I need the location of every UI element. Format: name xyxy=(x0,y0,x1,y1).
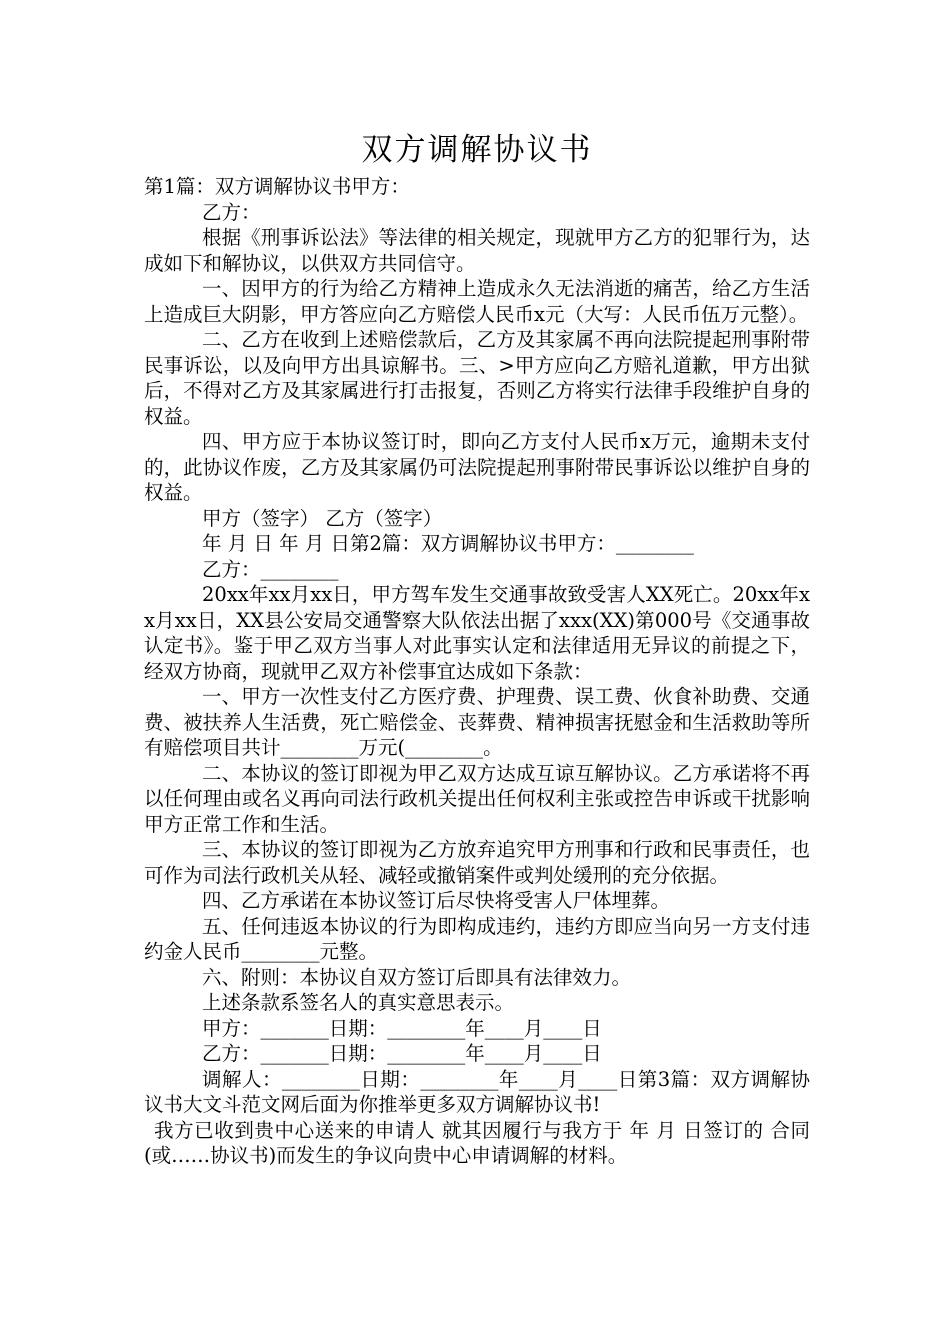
paragraph: 一、甲方一次性支付乙方医疗费、护理费、误工费、伙食补助费、交通费、被扶养人生活费，死亡赔偿金、丧葬费、精神损害抚慰金和生活救助等所有赔偿项目共计________万元(________。 xyxy=(144,685,810,759)
paragraph: 甲方（签字） 乙方（签字） xyxy=(202,506,443,530)
paragraph: 调解人：________日期：________年____月____日第3篇：双方调解协议书大文斗范文网后面为你推举更多双方调解协议书! xyxy=(144,1067,810,1116)
paragraph: 乙方： xyxy=(202,200,261,224)
paragraph: 年 月 日 年 月 日第2篇：双方调解协议书甲方：________ xyxy=(202,532,694,555)
paragraph: 20xx年xx月xx日，甲方驾车发生交通事故致受害人XX死亡。20xx年xx月xx日，XX县公安局交通警察大队依法出据了xxx(XX)第000号《交通事故认定书》。鉴于甲乙双方当事人对此事实认定和法律适用无异议的前提之下，经双方协商，现就甲乙双方补偿事宜达成如下条款： xyxy=(144,583,810,683)
paragraph: 二、乙方在收到上述赔偿款后，乙方及其家属不再向法院提起刑事附带民事诉讼，以及向甲方出具谅解书。三、>甲方应向乙方赔礼道歉，甲方出狱后，不得对乙方及其家属进行打击报复，否则乙方将实行法律手段维护自身的权益。 xyxy=(144,328,810,428)
paragraph: 我方已收到贵中心送来的申请人 就其因履行与我方于 年 月 日签订的 合同(或……协议书)而发生的争议向贵中心申请调解的材料。 xyxy=(144,1118,810,1167)
paragraph: 四、甲方应于本协议签订时，即向乙方支付人民币x万元，逾期未支付的，此协议作废，乙方及其家属仍可法院提起刑事附带民事诉讼以维护自身的权益。 xyxy=(144,430,810,504)
paragraph: 六、附则：本协议自双方签订后即具有法律效力。 xyxy=(202,965,632,989)
paragraph: 上述条款系签名人的真实意思表示。 xyxy=(202,991,515,1014)
paragraph: 乙方：________ xyxy=(202,557,339,581)
paragraph: 五、任何违返本协议的行为即构成违约，违约方即应当向另一方支付违约金人民币________元整。 xyxy=(144,914,810,963)
document-body xyxy=(144,174,810,1169)
paragraph: 四、乙方承诺在本协议签订后尽快将受害人尸体埋葬。 xyxy=(202,889,671,912)
paragraph: 第1篇：双方调解协议书甲方： xyxy=(144,175,410,198)
paragraph: 三、本协议的签订即视为乙方放弃追究甲方刑事和行政和民事责任，也可作为司法行政机关从轻、减轻或撤销案件或判处缓刑的充分依据。 xyxy=(144,838,810,887)
paragraph: 根据《刑事诉讼法》等法律的相关规定，现就甲方乙方的犯罪行为，达成如下和解协议，以供双方共同信守。 xyxy=(144,226,810,275)
paragraph: 甲方：_______日期：________年____月____日 xyxy=(202,1016,602,1040)
paragraph: 一、因甲方的行为给乙方精神上造成永久无法消逝的痛苦，给乙方生活上造成巨大阴影，甲方答应向乙方赔偿人民币x元（大写：人民币伍万元整）。 xyxy=(144,277,810,326)
paragraph: 二、本协议的签订即视为甲乙双方达成互谅互解协议。乙方承诺将不再以任何理由或名义再向司法行政机关提出任何权利主张或控告申诉或干扰影响甲方正常工作和生活。 xyxy=(144,761,810,836)
document-title: 双方调解协议书 xyxy=(361,132,593,168)
paragraph: 乙方：_______日期：________年____月____日 xyxy=(202,1042,602,1065)
